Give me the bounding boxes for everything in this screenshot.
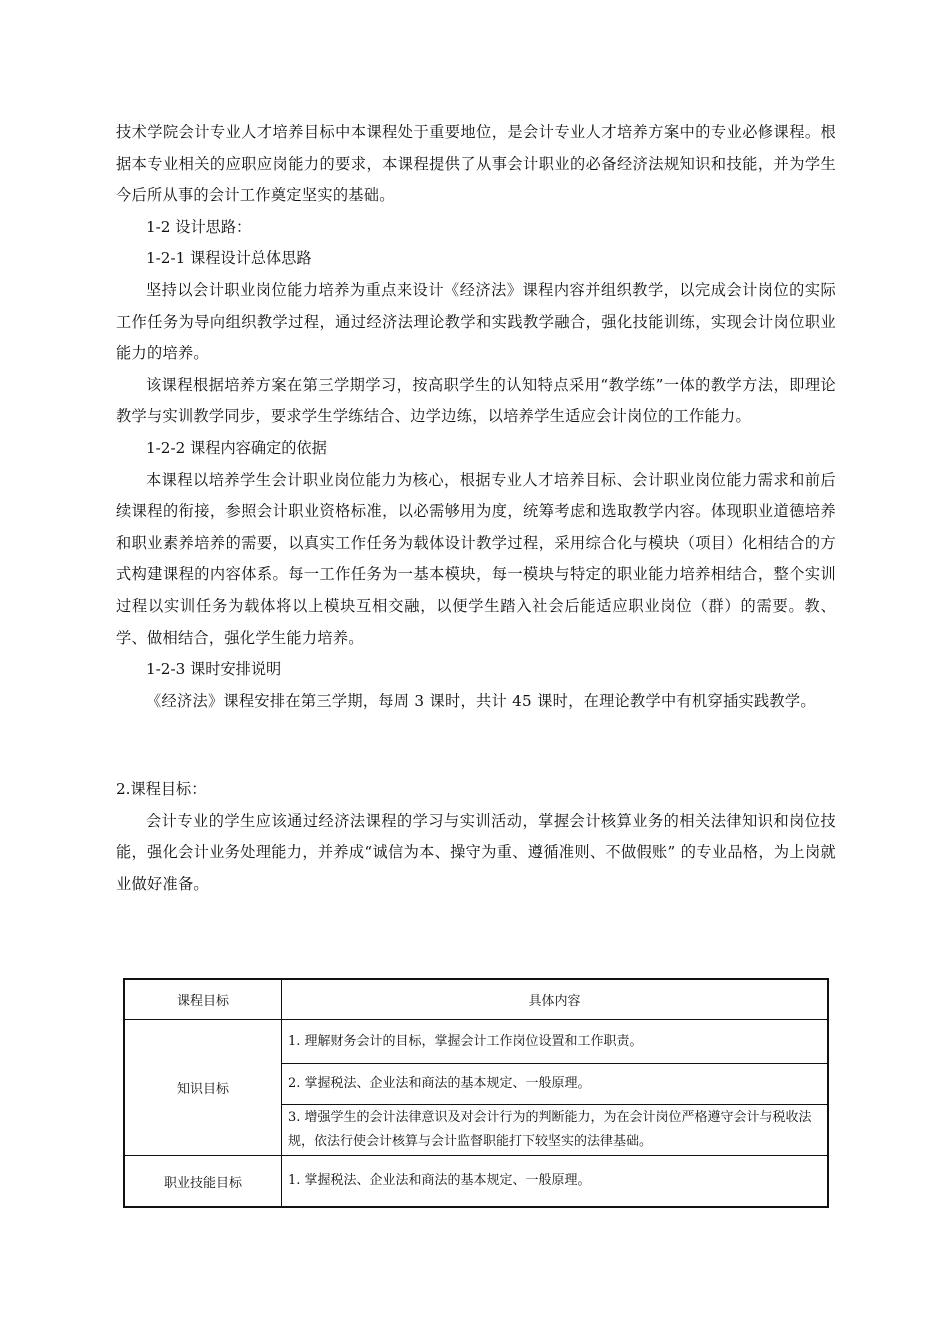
table-header-row — [124, 979, 828, 1020]
document-body — [116, 117, 836, 901]
intro-paragraph: 技术学院会计专业人才培养目标中本课程处于重要地位，是会计专业人才培养方案中的专业必修课程。根据本专业相关的应职应岗能力的要求，本课程提供了从事会计职业的必备经济法规知识和技能，并为学生今后所从事的会计工作奠定坚实的基础。 — [116, 123, 836, 205]
section-gap — [116, 717, 836, 774]
paragraph-content-basis: 本课程以培养学生会计职业岗位能力为核心，根据专业人才培养目标、会计职业岗位能力需求和前后续课程的衔接，参照会计职业资格标准，以必需够用为度，统筹考虑和选取教学内容。体现职业道德培养和职业素养培养的需要，以真实工作任务为载体设计教学过程，采用综合化与模块（项目）化相结合的方式构建课程的内容体系。每一工作任务为一基本模块，每一模块与特定的职业能力培养相结合，整个实训过程以实训任务为载体将以上模块互相交融，以便学生踏入社会后能适应职业岗位（群）的需要。教、学、做相结合，强化学生能力培养。 — [116, 470, 836, 647]
heading-course-goals: 2.课程目标： — [116, 780, 207, 799]
course-goals-table — [123, 978, 829, 1208]
knowledge-item-3: 3. 增强学生的会计法律意识及对会计行为的判断能力，为在会计岗位严格遵守会计与税收法规，依法行使会计核算与会计监督职能打下较坚实的法律基础。 — [282, 1105, 829, 1156]
heading-design-thinking: 1-2 设计思路： — [146, 217, 252, 236]
header-specific-content: 具体内容 — [282, 979, 829, 1020]
paragraph-overall-design-a: 坚持以会计职业岗位能力培养为重点来设计《经济法》课程内容并组织教学，以完成会计岗位的实际工作任务为导向组织教学过程，通过经济法理论教学和实践教学融合，强化技能训练，实现会计岗位职业能力的培养。 — [116, 280, 836, 363]
table-row — [124, 1156, 828, 1208]
header-course-goal: 课程目标 — [124, 979, 282, 1020]
paragraph-hours: 《经济法》课程安排在第三学期，每周 3 课时，共计 45 课时，在理论教学中有机穿插实践教学。 — [146, 691, 816, 710]
paragraph-course-goals: 会计专业的学生应该通过经济法课程的学习与实训活动，掌握会计核算业务的相关法律知识和岗位技能，强化会计业务处理能力，并养成“诚信为本、操守为重、遵循准则、不做假账” 的专业品格，为上岗就业做好准备。 — [116, 811, 836, 894]
knowledge-goal-label: 知识目标 — [124, 1020, 282, 1156]
heading-hours: 1-2-3 课时安排说明 — [146, 660, 282, 679]
knowledge-item-1: 1. 理解财务会计的目标，掌握会计工作岗位设置和工作职责。 — [282, 1020, 829, 1064]
skill-item-1: 1. 掌握税法、企业法和商法的基本规定、一般原理。 — [282, 1156, 829, 1208]
skill-goal-label: 职业技能目标 — [124, 1156, 282, 1208]
heading-content-basis: 1-2-2 课程内容确定的依据 — [146, 438, 327, 457]
table-row — [124, 1020, 828, 1064]
heading-overall-design: 1-2-1 课程设计总体思路 — [146, 249, 312, 268]
paragraph-overall-design-b: 该课程根据培养方案在第三学期学习，按高职学生的认知特点采用“教学练”一体的教学方法，即理论教学与实训教学同步，要求学生学练结合、边学边练，以培养学生适应会计岗位的工作能力。 — [116, 375, 836, 426]
knowledge-item-2: 2. 掌握税法、企业法和商法的基本规定、一般原理。 — [282, 1064, 829, 1105]
